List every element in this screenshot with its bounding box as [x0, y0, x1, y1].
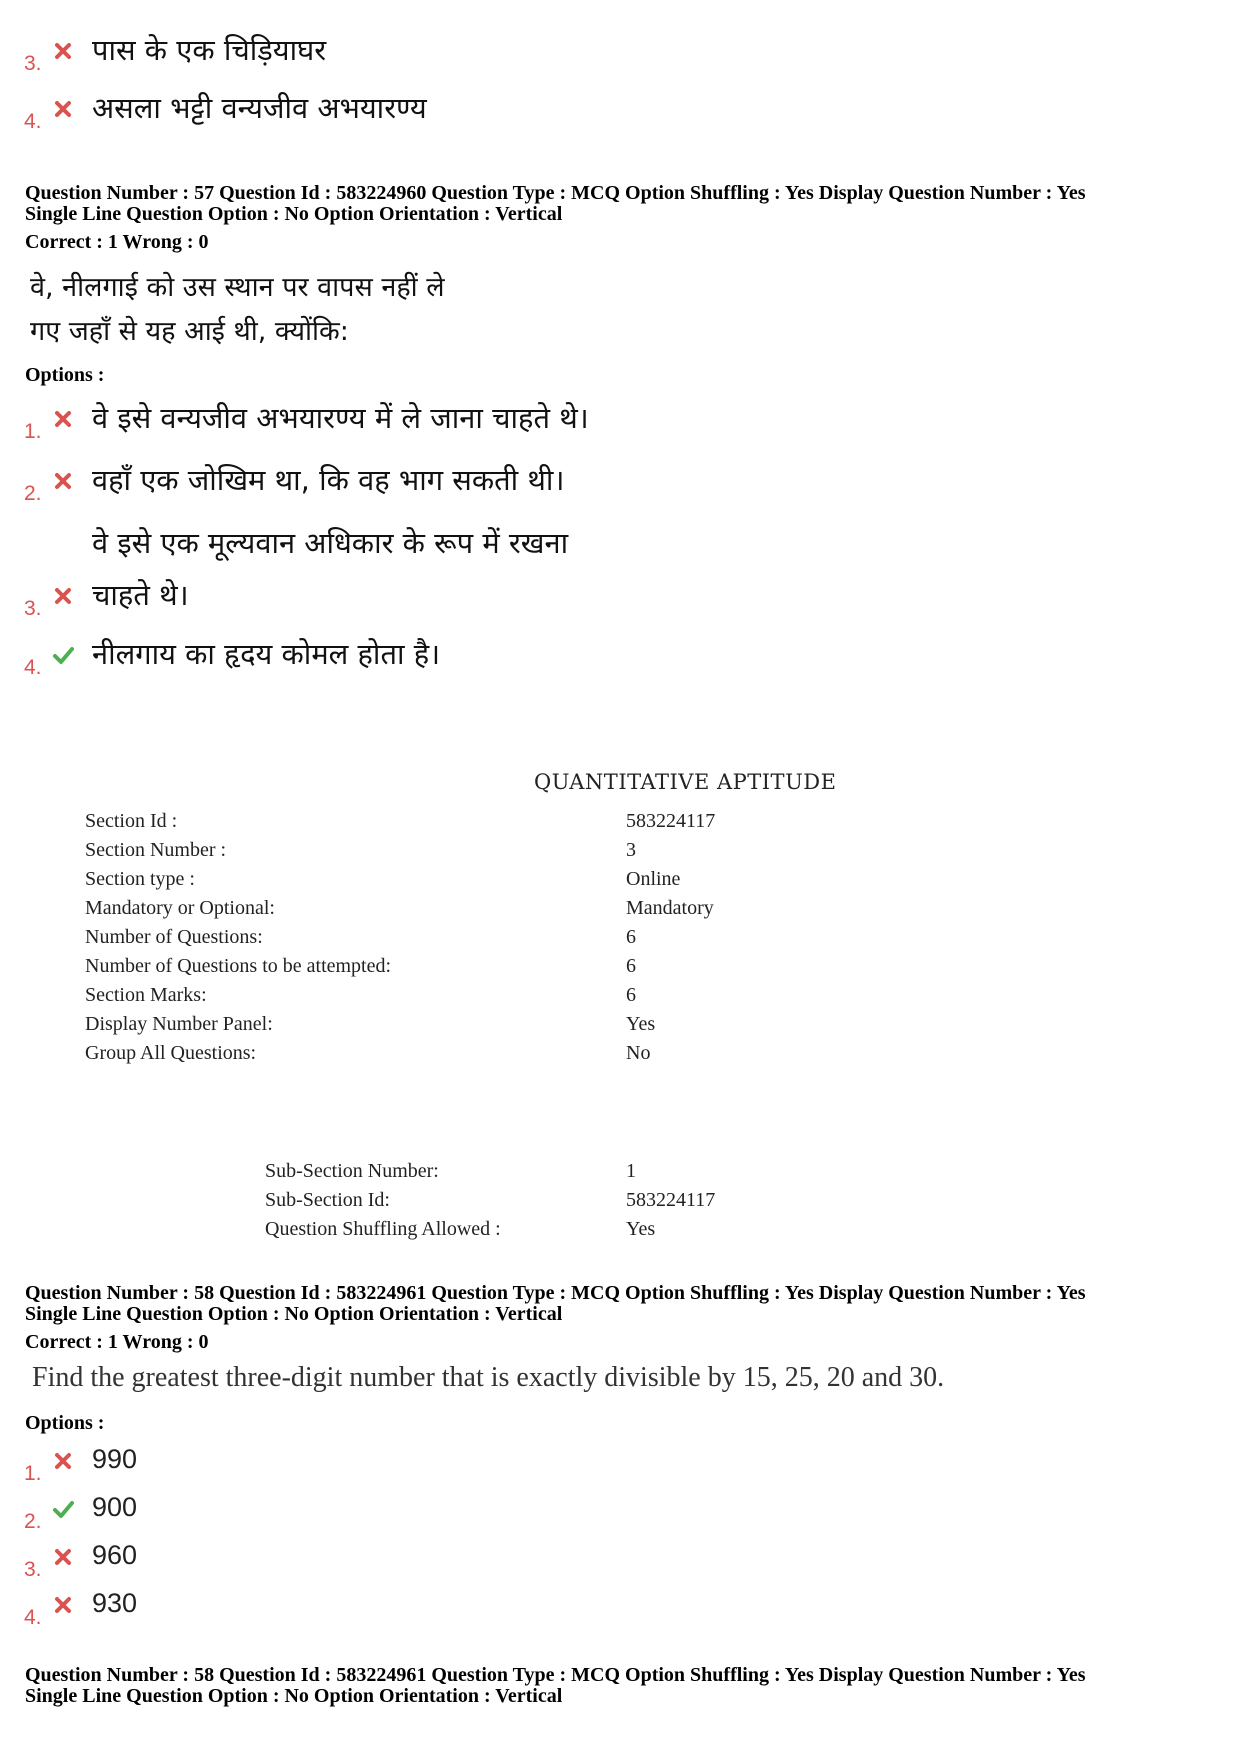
section-label: Section Id :	[85, 810, 178, 832]
question-text-line: गए जहाँ से यह आई थी, क्योंकि:	[30, 316, 349, 347]
option-text: नीलगाय का हृदय कोमल होता है।	[92, 637, 441, 671]
section-value: Yes	[626, 1013, 656, 1035]
option-text: चाहते थे।	[92, 578, 189, 612]
option-text: वहाँ एक जोखिम था, कि वह भाग सकती थी।	[92, 463, 565, 497]
question-text-line: वे, नीलगाई को उस स्थान पर वापस नहीं ले	[30, 272, 445, 303]
wrong-mark-icon	[52, 585, 74, 607]
option-number: 3.	[24, 1558, 42, 1581]
wrong-mark-icon	[52, 1546, 74, 1568]
section-value: No	[626, 1042, 651, 1064]
section-value: 6	[626, 955, 636, 977]
section-value: 6	[626, 926, 636, 948]
wrong-mark-icon	[52, 1594, 74, 1616]
section-title: QUANTITATIVE APTITUDE	[534, 770, 837, 794]
wrong-mark-icon	[52, 40, 74, 62]
subsection-value: 583224117	[626, 1189, 716, 1211]
option-text: 930	[92, 1588, 138, 1618]
subsection-label: Sub-Section Number:	[265, 1160, 439, 1182]
section-label: Number of Questions:	[85, 926, 263, 948]
section-label: Section type :	[85, 868, 195, 890]
question-57-meta	[25, 183, 1085, 225]
wrong-mark-icon	[52, 470, 74, 492]
options-label: Options :	[25, 1412, 105, 1434]
subsection-value: Yes	[626, 1218, 656, 1240]
option-text: 990	[92, 1444, 138, 1474]
option-text: असला भट्टी वन्यजीव अभयारण्य	[92, 91, 427, 125]
question-meta-line: Single Line Question Option : No Option Orientation : Vertical	[25, 1303, 563, 1325]
section-value: 583224117	[626, 810, 716, 832]
section-label: Display Number Panel:	[85, 1013, 273, 1035]
option-number: 1.	[24, 420, 42, 443]
section-value: Online	[626, 868, 681, 890]
wrong-mark-icon	[52, 408, 74, 430]
question-meta-line: Single Line Question Option : No Option Orientation : Vertical	[25, 203, 563, 225]
option-text: 960	[92, 1540, 138, 1570]
subsection-value: 1	[626, 1160, 636, 1182]
option-number: 3.	[24, 52, 42, 75]
wrong-mark-icon	[52, 98, 74, 120]
option-number: 4.	[24, 110, 42, 133]
section-label: Section Marks:	[85, 984, 207, 1006]
correct-check-icon	[52, 644, 74, 666]
option-text: 900	[92, 1492, 138, 1522]
option-number: 1.	[24, 1462, 42, 1485]
subsection-label: Sub-Section Id:	[265, 1189, 390, 1211]
question-58-meta	[25, 1283, 1085, 1325]
question-57-text	[30, 266, 445, 354]
section-label: Number of Questions to be attempted:	[85, 955, 392, 977]
options-label: Options :	[25, 364, 105, 386]
option-text: वे इसे वन्यजीव अभयारण्य में ले जाना चाहते थे।	[92, 401, 589, 435]
option-number: 4.	[24, 1606, 42, 1629]
option-number: 4.	[24, 656, 42, 679]
option-text: वे इसे एक मूल्यवान अधिकार के रूप में रखना	[92, 526, 569, 560]
option-text: पास के एक चिड़ियाघर	[92, 33, 327, 67]
correct-check-icon	[52, 1498, 74, 1520]
correct-wrong-marks: Correct : 1 Wrong : 0	[25, 1331, 209, 1353]
wrong-mark-icon	[52, 1450, 74, 1472]
section-value: Mandatory	[626, 897, 714, 919]
section-label: Group All Questions:	[85, 1042, 257, 1064]
question-meta-line: Question Number : 58 Question Id : 583224961 Question Type : MCQ Option Shuffling : Yes Display Question Number : Yes	[25, 1664, 1086, 1686]
section-label: Mandatory or Optional:	[85, 897, 275, 919]
option-number: 2.	[24, 482, 42, 505]
option-number: 3.	[24, 597, 42, 620]
question-meta-line: Question Number : 58 Question Id : 583224961 Question Type : MCQ Option Shuffling : Yes Display Question Number : Yes	[25, 1282, 1086, 1304]
question-58-repeat-meta	[25, 1665, 1085, 1707]
section-value: 6	[626, 984, 636, 1006]
option-number: 2.	[24, 1510, 42, 1533]
correct-wrong-marks: Correct : 1 Wrong : 0	[25, 231, 209, 253]
question-meta-line: Single Line Question Option : No Option Orientation : Vertical	[25, 1685, 563, 1707]
question-58-text: Find the greatest three-digit number that is exactly divisible by 15, 25, 20 and 30.	[32, 1362, 945, 1393]
section-value: 3	[626, 839, 636, 861]
subsection-label: Question Shuffling Allowed :	[265, 1218, 501, 1240]
question-meta-line: Question Number : 57 Question Id : 583224960 Question Type : MCQ Option Shuffling : Yes Display Question Number : Yes	[25, 182, 1086, 204]
section-label: Section Number :	[85, 839, 227, 861]
